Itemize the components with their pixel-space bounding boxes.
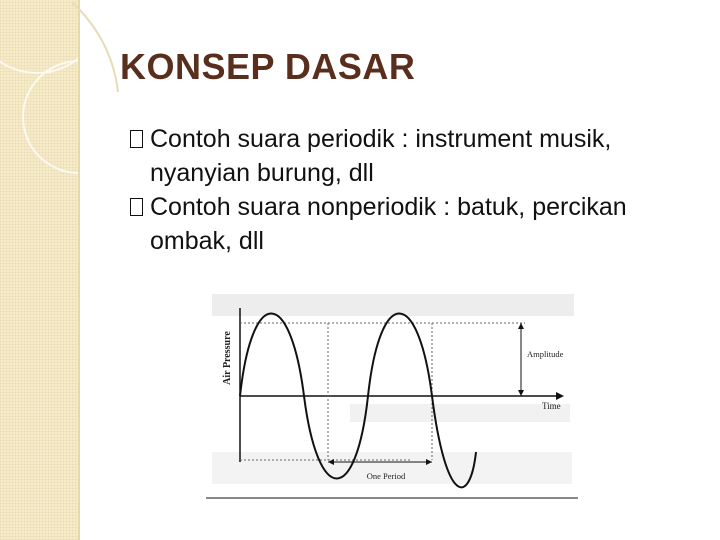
bullet-item (130, 122, 690, 190)
decorative-side-strip (0, 0, 78, 540)
bullet-text: Contoh suara nonperiodik : batuk, percikan ombak, dll (150, 193, 627, 255)
scan-noise-band (350, 404, 570, 422)
bullet-box-icon (130, 130, 143, 148)
decorative-ring (22, 60, 78, 174)
period-label: One Period (366, 471, 406, 481)
amplitude-arrow-up-icon (518, 323, 524, 329)
bullet-box-icon (130, 198, 143, 216)
bullet-list (130, 122, 690, 258)
y-axis-label: Air Pressure (222, 331, 233, 385)
x-axis-label: Time (542, 401, 561, 411)
scan-noise-band (212, 294, 574, 316)
x-axis-arrow-icon (556, 392, 564, 400)
bullet-item (130, 190, 690, 258)
amplitude-arrow-down-icon (518, 390, 524, 396)
waveform-figure (200, 292, 585, 502)
side-strip-edge (78, 0, 80, 540)
bullet-text: Contoh suara periodik : instrument musik, nyanyian burung, dll (150, 125, 612, 187)
slide-title: KONSEP DASAR (120, 46, 416, 87)
amplitude-label: Amplitude (527, 349, 564, 359)
waveform-diagram (200, 292, 585, 502)
